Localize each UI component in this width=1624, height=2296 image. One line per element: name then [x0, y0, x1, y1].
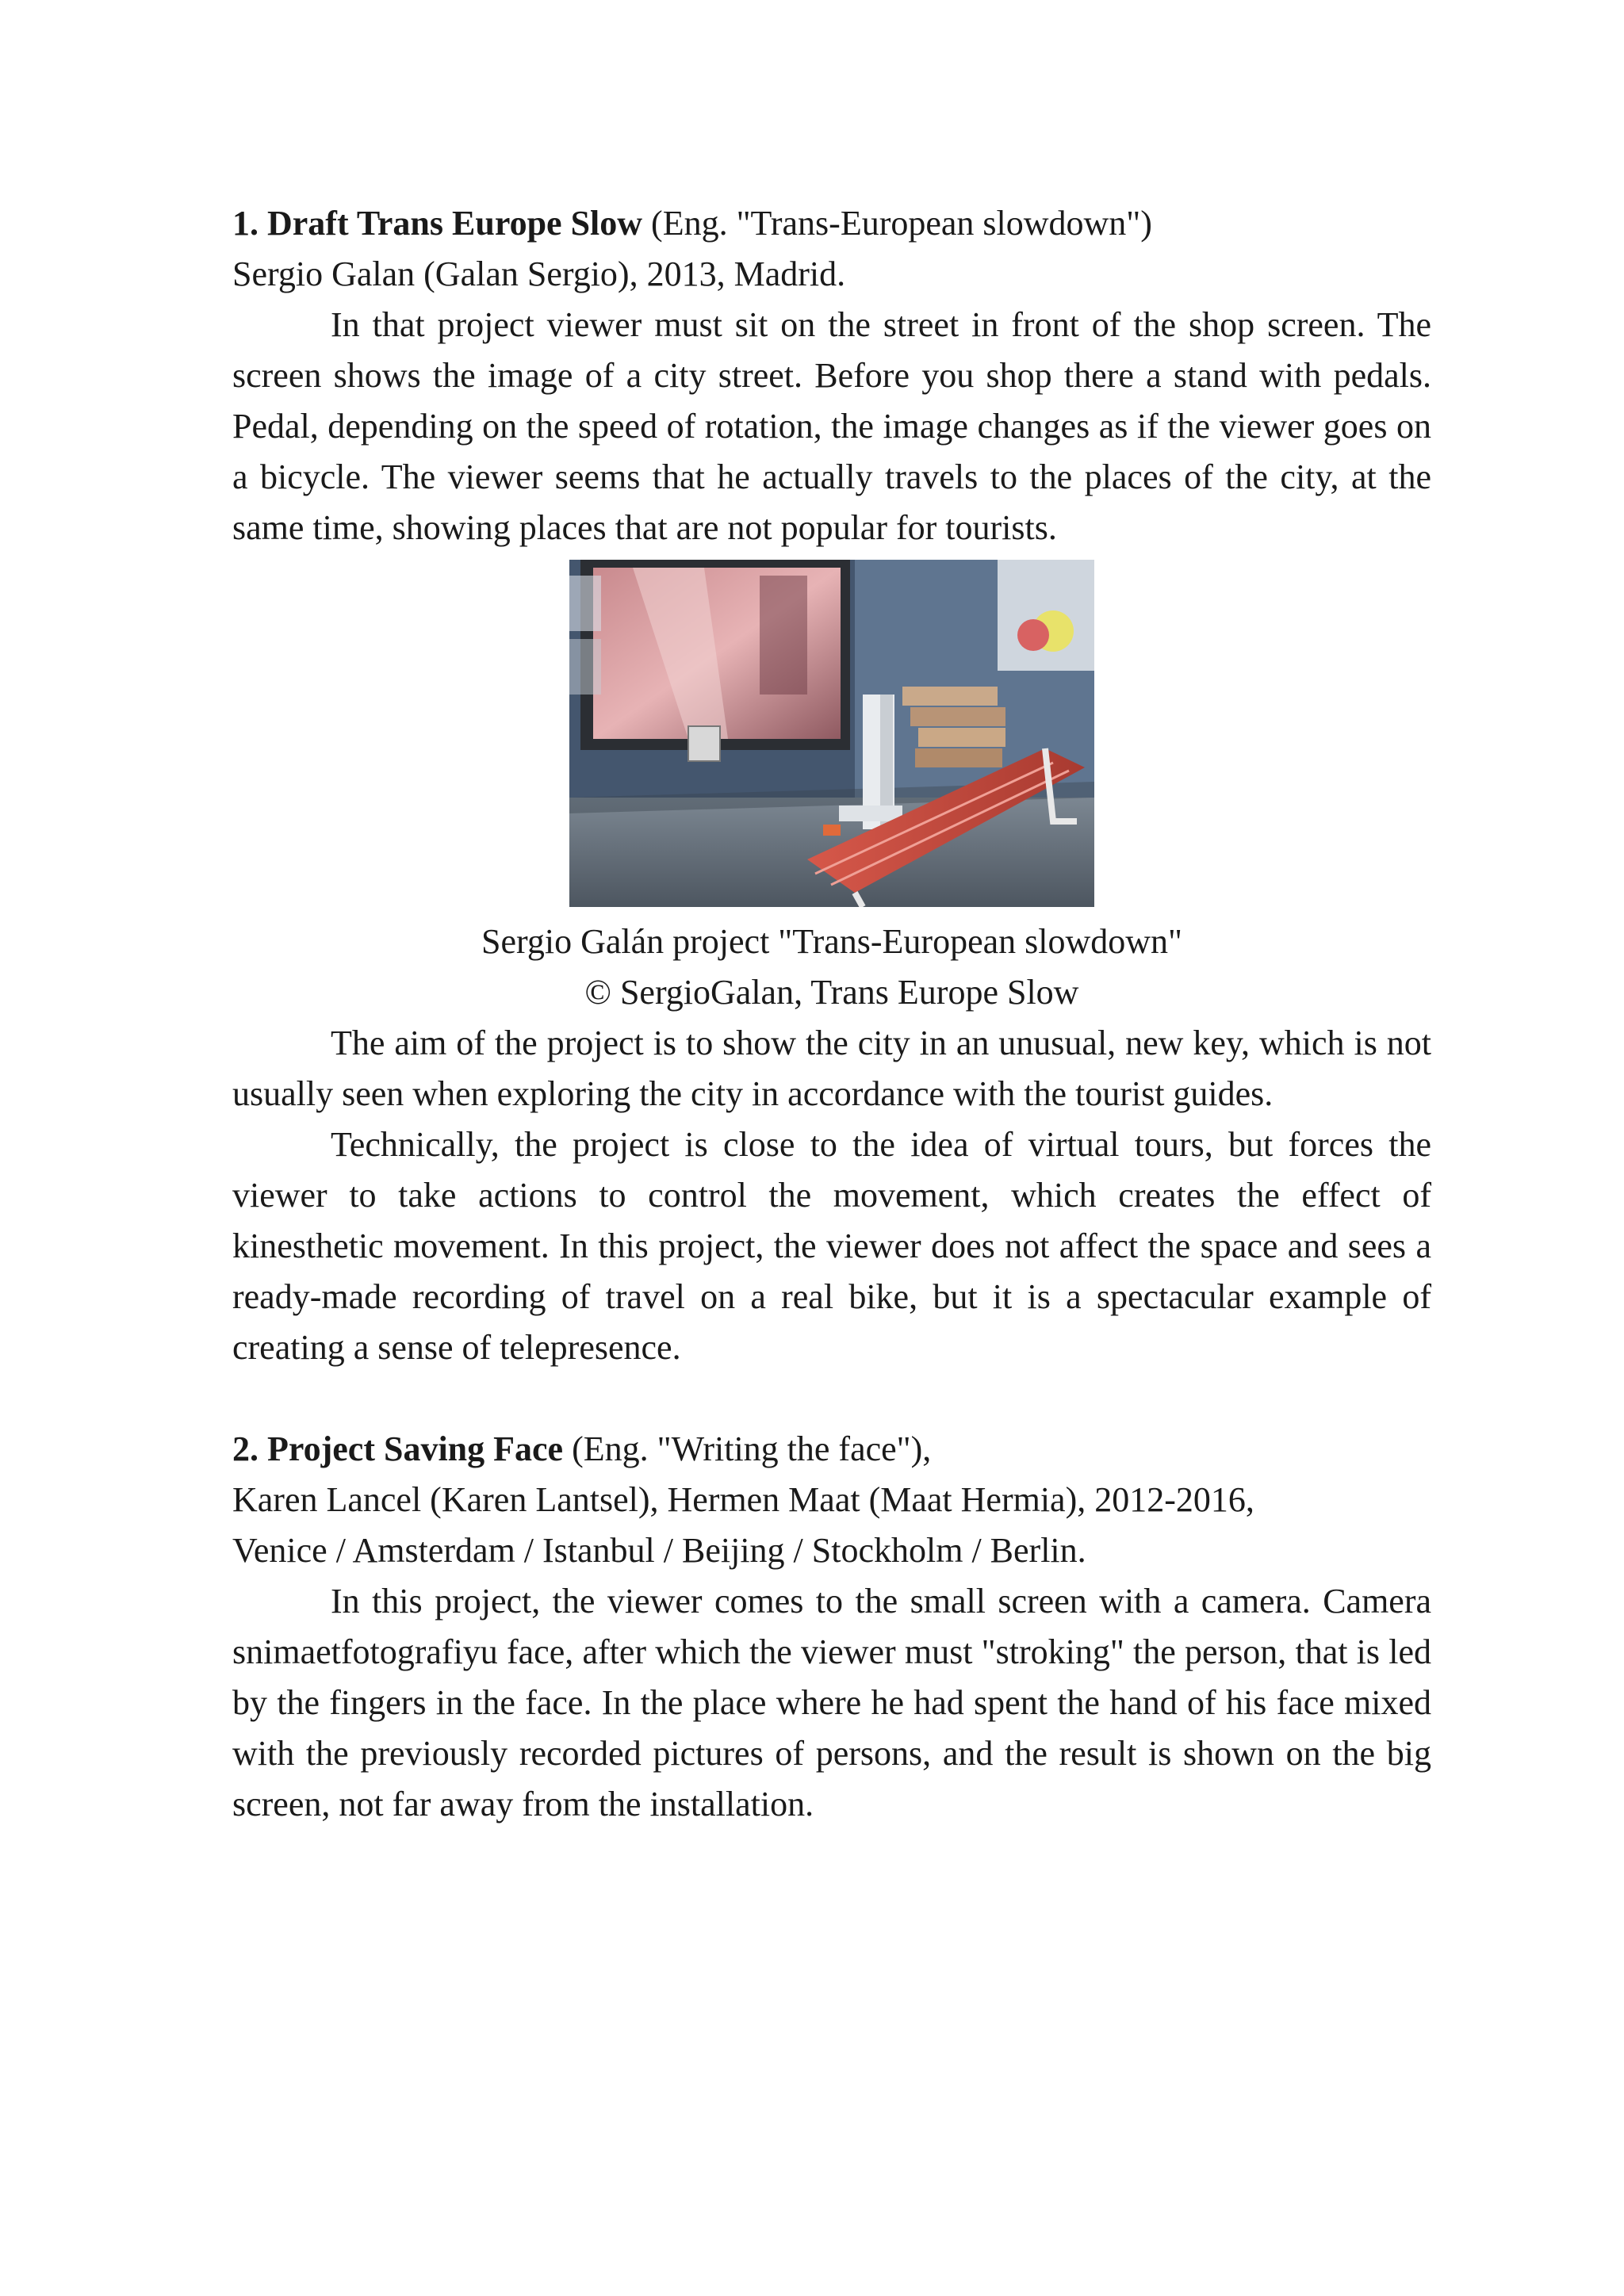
- section-1-paragraph-1: In that project viewer must sit on the street in front of the shop screen. The screen shows the image of a city street. Before you shop there a stand with pedals. Pedal, depending on the speed of rotation, the image changes as if the viewer goes on a bicycle. The viewer seems that he actually travels to the places of the city, at the same time, showing places that are not popular for tourists.: [232, 305, 1431, 547]
- section-1-heading: [232, 198, 1431, 249]
- section-2-subtitle: (Eng. "Writing the face"),: [563, 1429, 932, 1468]
- trans-europe-slow-photo: [569, 560, 1094, 907]
- section-1-paragraph-2: The aim of the project is to show the city in an unusual, new key, which is not usually seen when exploring the city in accordance with the tourist guides.: [232, 1024, 1431, 1113]
- section-2-places: Venice / Amsterdam / Istanbul / Beijing / Stockholm / Berlin.: [232, 1531, 1086, 1570]
- section-2-title: 2. Project Saving Face: [232, 1429, 564, 1468]
- section-2-paragraph-1: In this project, the viewer comes to the small screen with a camera. Camera snimaetfotografiyu face, after which the viewer must "stroking" the person, that is led by the fingers in the face. In the place where he had spent the hand of his face mixed with the previously recorded pictures of persons, and the result is shown on the big screen, not far away from the installation.: [232, 1582, 1431, 1823]
- section-2-authors: Karen Lancel (Karen Lantsel), Hermen Maat (Maat Hermia), 2012-2016,: [232, 1480, 1254, 1519]
- section-spacer: [232, 1373, 1431, 1424]
- section-1-title: 1. Draft Trans Europe Slow: [232, 204, 643, 243]
- photo-illustration: [569, 560, 1094, 907]
- figure-caption-line-2: © SergioGalan, Trans Europe Slow: [584, 973, 1079, 1012]
- section-2-heading: [232, 1424, 1431, 1475]
- figure-caption-line-1: Sergio Galán project "Trans-European slowdown": [481, 922, 1182, 961]
- section-1-subtitle: (Eng. "Trans-European slowdown"): [642, 204, 1152, 243]
- document-page: [232, 198, 1431, 1830]
- section-1-paragraph-3: Technically, the project is close to the idea of virtual tours, but forces the viewer to take actions to control the movement, which creates the effect of kinesthetic movement. In this project, the viewer does not affect the space and sees a ready-made recording of travel on a real bike, but it is a spectacular example of creating a sense of telepresence.: [232, 1125, 1431, 1367]
- section-1-authors: Sergio Galan (Galan Sergio), 2013, Madrid.: [232, 254, 846, 293]
